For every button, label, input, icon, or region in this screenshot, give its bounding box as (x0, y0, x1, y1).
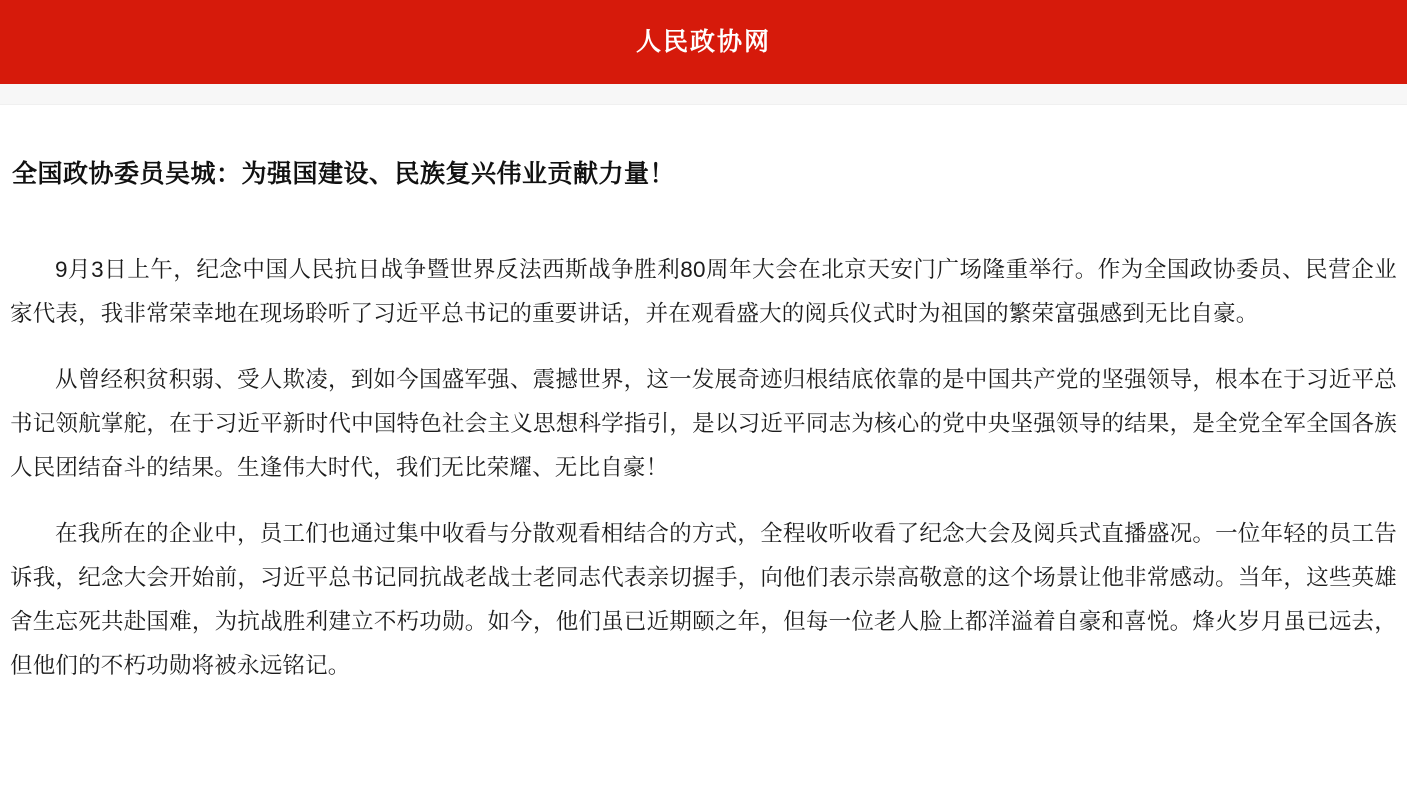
site-title: 人民政协网 (635, 27, 771, 56)
article-body (10, 248, 1397, 688)
article-paragraph: 从曾经积贫积弱、受人欺凌，到如今国盛军强、震撼世界，这一发展奇迹归根结底依靠的是中国共产党的坚强领导，根本在于习近平总书记领航掌舵，在于习近平新时代中国特色社会主义思想科学指引，是以习近平同志为核心的党中央坚强领导的结果，是全党全军全国各族人民团结奋斗的结果。生逢伟大时代，我们无比荣耀、无比自豪！ (10, 367, 1397, 480)
page-title: 全国政协委员吴城：为强国建设、民族复兴伟业贡献力量！ (12, 160, 676, 188)
site-header (0, 0, 1407, 84)
article-content (0, 157, 1407, 728)
article-paragraph: 9月3日上午，纪念中国人民抗日战争暨世界反法西斯战争胜利80周年大会在北京天安门广场隆重举行。作为全国政协委员、民营企业家代表，我非常荣幸地在现场聆听了习近平总书记的重要讲话，并在观看盛大的阅兵仪式时为祖国的繁荣富强感到无比自豪。 (10, 257, 1397, 326)
article-paragraph: 在我所在的企业中，员工们也通过集中收看与分散观看相结合的方式，全程收听收看了纪念大会及阅兵式直播盛况。一位年轻的员工告诉我，纪念大会开始前，习近平总书记同抗战老战士老同志代表亲切握手，向他们表示崇高敬意的这个场景让他非常感动。当年，这些英雄舍生忘死共赴国难，为抗战胜利建立不朽功勋。如今，他们虽已近期颐之年，但每一位老人脸上都洋溢着自豪和喜悦。烽火岁月虽已远去，但他们的不朽功勋将被永远铭记。 (10, 521, 1397, 678)
header-divider (0, 84, 1407, 105)
